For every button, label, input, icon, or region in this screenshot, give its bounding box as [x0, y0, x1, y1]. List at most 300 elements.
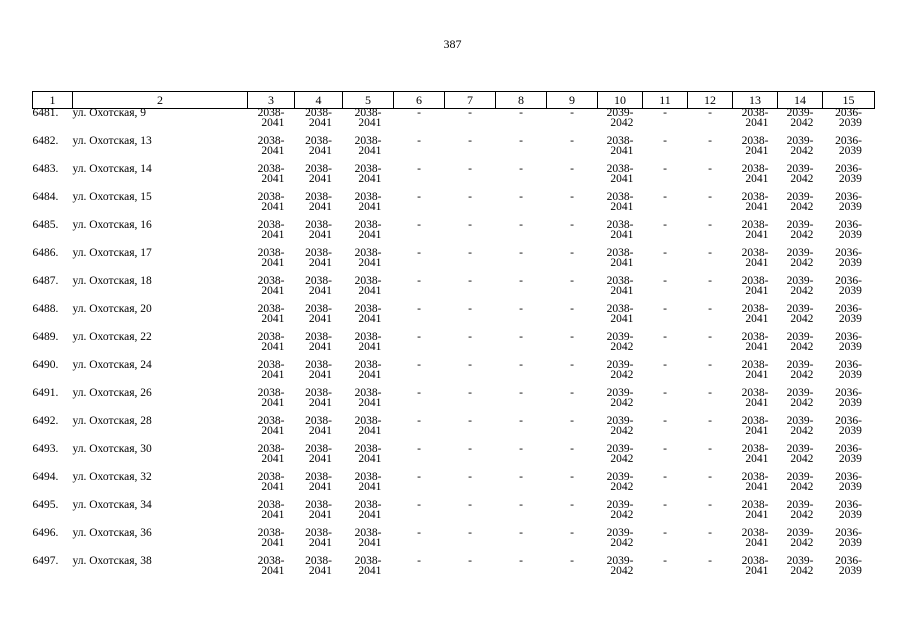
year-range-cell: [823, 221, 875, 249]
empty-cell: -: [519, 555, 523, 567]
empty-cell: -: [519, 303, 523, 315]
empty-cell: -: [708, 219, 712, 231]
table-row: [33, 333, 875, 361]
empty-cell: -: [468, 107, 472, 119]
column-header: 14: [778, 92, 823, 109]
year-range-text: 2038- 2041: [257, 443, 285, 465]
address-cell: ул. Охотская, 20: [72, 303, 152, 315]
year-range-text: 2038- 2041: [741, 471, 769, 493]
year-range-cell: [295, 445, 343, 473]
empty-cell: -: [663, 527, 667, 539]
row-number: 6489.: [32, 331, 59, 343]
row-number: 6483.: [32, 163, 59, 175]
year-range-text: 2039- 2042: [606, 555, 634, 577]
year-range-cell: [733, 473, 778, 501]
year-range-cell: [823, 557, 875, 585]
empty-cell: -: [663, 415, 667, 427]
year-range-cell: [598, 333, 643, 361]
year-range-cell: [778, 445, 823, 473]
year-range-cell: [733, 333, 778, 361]
year-range-text: 2038- 2041: [305, 527, 332, 549]
empty-cell: -: [519, 275, 523, 287]
empty-cell: -: [663, 191, 667, 203]
year-range-cell: [343, 305, 394, 333]
year-range-text: 2038- 2041: [354, 387, 382, 409]
year-range-text: 2038- 2041: [305, 275, 332, 297]
address-cell: ул. Охотская, 34: [72, 499, 152, 511]
empty-cell: -: [468, 219, 472, 231]
table-row: [33, 137, 875, 165]
empty-cell: -: [708, 359, 712, 371]
year-range-text: 2038- 2041: [741, 443, 769, 465]
year-range-cell: [778, 417, 823, 445]
year-range-cell: [598, 501, 643, 529]
year-range-text: 2038- 2041: [257, 163, 285, 185]
empty-cell: -: [570, 219, 574, 231]
column-header: 8: [496, 92, 547, 109]
empty-cell: -: [468, 135, 472, 147]
year-range-cell: [823, 389, 875, 417]
year-range-text: 2038- 2041: [741, 247, 769, 269]
empty-cell: -: [468, 359, 472, 371]
empty-cell: -: [519, 527, 523, 539]
year-range-text: 2038- 2041: [354, 275, 382, 297]
table-header-row: [33, 92, 875, 109]
year-range-text: 2038- 2041: [354, 443, 382, 465]
empty-cell: -: [663, 163, 667, 175]
year-range-text: 2039- 2042: [786, 219, 814, 241]
year-range-text: 2036- 2039: [835, 471, 862, 493]
year-range-cell: [778, 249, 823, 277]
year-range-cell: [598, 557, 643, 585]
year-range-text: 2038- 2041: [305, 331, 332, 353]
empty-cell: -: [468, 415, 472, 427]
year-range-cell: [823, 445, 875, 473]
year-range-text: 2038- 2041: [741, 303, 769, 325]
empty-cell: -: [468, 191, 472, 203]
year-range-text: 2038- 2041: [354, 471, 382, 493]
table-row: [33, 361, 875, 389]
year-range-cell: [248, 445, 295, 473]
year-range-cell: [598, 473, 643, 501]
year-range-cell: [733, 445, 778, 473]
year-range-cell: [823, 305, 875, 333]
year-range-cell: [823, 137, 875, 165]
year-range-text: 2038- 2041: [305, 555, 332, 577]
empty-cell: -: [417, 303, 421, 315]
column-header: 12: [688, 92, 733, 109]
empty-cell: -: [417, 247, 421, 259]
year-range-text: 2038- 2041: [741, 555, 769, 577]
column-header: 3: [248, 92, 295, 109]
address-cell: ул. Охотская, 24: [72, 359, 152, 371]
year-range-cell: [778, 109, 823, 138]
year-range-text: 2038- 2041: [305, 219, 332, 241]
year-range-text: 2039- 2042: [606, 527, 634, 549]
year-range-text: 2038- 2041: [257, 471, 285, 493]
empty-cell: -: [417, 219, 421, 231]
row-number: 6491.: [32, 387, 59, 399]
empty-cell: -: [708, 135, 712, 147]
empty-cell: -: [570, 191, 574, 203]
empty-cell: -: [708, 387, 712, 399]
year-range-text: 2036- 2039: [835, 331, 862, 353]
year-range-cell: [778, 361, 823, 389]
year-range-cell: [343, 193, 394, 221]
year-range-text: 2039- 2042: [786, 107, 814, 129]
year-range-text: 2036- 2039: [835, 387, 862, 409]
year-range-text: 2038- 2041: [305, 163, 332, 185]
year-range-cell: [598, 305, 643, 333]
year-range-text: 2038- 2041: [257, 219, 285, 241]
year-range-cell: [295, 389, 343, 417]
row-number: 6481.: [32, 107, 59, 119]
empty-cell: -: [417, 107, 421, 119]
empty-cell: -: [468, 275, 472, 287]
empty-cell: -: [663, 107, 667, 119]
empty-cell: -: [570, 499, 574, 511]
year-range-cell: [295, 529, 343, 557]
year-range-cell: [823, 473, 875, 501]
table-row: [33, 445, 875, 473]
year-range-text: 2038- 2041: [354, 331, 382, 353]
page-number: 387: [443, 37, 462, 51]
year-range-text: 2038- 2041: [257, 499, 285, 521]
year-range-text: 2039- 2042: [786, 191, 814, 213]
year-range-cell: [343, 529, 394, 557]
table-body: [33, 109, 875, 586]
empty-cell: -: [570, 303, 574, 315]
row-number: 6490.: [32, 359, 59, 371]
year-range-text: 2038- 2041: [257, 247, 285, 269]
empty-cell: -: [468, 499, 472, 511]
column-header: 10: [598, 92, 643, 109]
year-range-text: 2039- 2042: [786, 303, 814, 325]
year-range-text: 2038- 2041: [606, 303, 634, 325]
year-range-text: 2036- 2039: [835, 247, 862, 269]
year-range-cell: [343, 277, 394, 305]
year-range-text: 2039- 2042: [786, 247, 814, 269]
year-range-text: 2036- 2039: [835, 303, 862, 325]
empty-cell: -: [417, 387, 421, 399]
year-range-text: 2039- 2042: [606, 499, 634, 521]
row-number: 6496.: [32, 527, 59, 539]
table-row: [33, 109, 875, 138]
year-range-text: 2038- 2041: [354, 527, 382, 549]
empty-cell: -: [417, 499, 421, 511]
year-range-text: 2036- 2039: [835, 163, 862, 185]
empty-cell: -: [417, 135, 421, 147]
empty-cell: -: [570, 163, 574, 175]
year-range-text: 2036- 2039: [835, 275, 862, 297]
year-range-cell: [295, 109, 343, 138]
year-range-text: 2038- 2041: [741, 499, 769, 521]
year-range-cell: [598, 389, 643, 417]
year-range-cell: [733, 529, 778, 557]
year-range-cell: [778, 165, 823, 193]
year-range-text: 2039- 2042: [606, 415, 634, 437]
column-header: 4: [295, 92, 343, 109]
year-range-text: 2038- 2041: [354, 359, 382, 381]
empty-cell: -: [663, 443, 667, 455]
year-range-text: 2039- 2042: [786, 359, 814, 381]
address-cell: ул. Охотская, 9: [72, 107, 147, 119]
year-range-text: 2039- 2042: [606, 387, 634, 409]
year-range-cell: [733, 109, 778, 138]
address-cell: ул. Охотская, 38: [72, 555, 152, 567]
year-range-text: 2038- 2041: [354, 135, 382, 157]
year-range-cell: [733, 361, 778, 389]
empty-cell: -: [708, 107, 712, 119]
year-range-cell: [598, 137, 643, 165]
empty-cell: -: [708, 275, 712, 287]
year-range-text: 2038- 2041: [606, 275, 634, 297]
empty-cell: -: [519, 135, 523, 147]
year-range-text: 2038- 2041: [257, 275, 285, 297]
empty-cell: -: [417, 275, 421, 287]
year-range-text: 2039- 2042: [786, 499, 814, 521]
year-range-cell: [248, 305, 295, 333]
empty-cell: -: [663, 247, 667, 259]
year-range-text: 2039- 2042: [786, 471, 814, 493]
year-range-text: 2038- 2041: [354, 555, 382, 577]
address-cell: ул. Охотская, 26: [72, 387, 152, 399]
table-row: [33, 165, 875, 193]
empty-cell: -: [519, 331, 523, 343]
empty-cell: -: [417, 415, 421, 427]
year-range-text: 2039- 2042: [786, 135, 814, 157]
empty-cell: -: [708, 555, 712, 567]
year-range-cell: [248, 417, 295, 445]
year-range-text: 2038- 2041: [741, 415, 769, 437]
year-range-text: 2038- 2041: [305, 303, 332, 325]
year-range-cell: [598, 445, 643, 473]
address-cell: ул. Охотская, 18: [72, 275, 152, 287]
year-range-text: 2038- 2041: [257, 191, 285, 213]
column-header: 9: [547, 92, 598, 109]
year-range-text: 2038- 2041: [305, 443, 332, 465]
year-range-cell: [598, 361, 643, 389]
table-row: [33, 389, 875, 417]
year-range-cell: [823, 277, 875, 305]
year-range-cell: [598, 417, 643, 445]
schedule-table: [32, 91, 875, 585]
year-range-cell: [248, 165, 295, 193]
year-range-text: 2038- 2041: [354, 219, 382, 241]
year-range-text: 2038- 2041: [257, 359, 285, 381]
year-range-cell: [295, 417, 343, 445]
year-range-text: 2038- 2041: [305, 247, 332, 269]
year-range-text: 2038- 2041: [257, 135, 285, 157]
empty-cell: -: [570, 359, 574, 371]
year-range-cell: [295, 249, 343, 277]
year-range-cell: [778, 305, 823, 333]
empty-cell: -: [663, 471, 667, 483]
year-range-text: 2038- 2041: [354, 303, 382, 325]
year-range-text: 2038- 2041: [741, 107, 769, 129]
year-range-text: 2039- 2042: [606, 331, 634, 353]
year-range-text: 2038- 2041: [741, 387, 769, 409]
row-number: 6487.: [32, 275, 59, 287]
year-range-cell: [733, 165, 778, 193]
empty-cell: -: [708, 331, 712, 343]
empty-cell: -: [663, 331, 667, 343]
year-range-cell: [295, 501, 343, 529]
year-range-cell: [778, 529, 823, 557]
year-range-text: 2036- 2039: [835, 555, 862, 577]
address-cell: ул. Охотская, 15: [72, 191, 152, 203]
empty-cell: -: [708, 415, 712, 427]
year-range-cell: [598, 109, 643, 138]
year-range-text: 2038- 2041: [354, 191, 382, 213]
empty-cell: -: [708, 471, 712, 483]
year-range-text: 2038- 2041: [354, 499, 382, 521]
year-range-text: 2038- 2041: [305, 499, 332, 521]
year-range-cell: [778, 473, 823, 501]
year-range-text: 2038- 2041: [257, 331, 285, 353]
year-range-text: 2039- 2042: [606, 443, 634, 465]
year-range-cell: [248, 221, 295, 249]
empty-cell: -: [663, 303, 667, 315]
year-range-text: 2039- 2042: [606, 107, 634, 129]
year-range-text: 2038- 2041: [257, 303, 285, 325]
year-range-text: 2039- 2042: [606, 471, 634, 493]
row-number: 6492.: [32, 415, 59, 427]
empty-cell: -: [519, 359, 523, 371]
empty-cell: -: [663, 387, 667, 399]
year-range-cell: [823, 417, 875, 445]
empty-cell: -: [570, 247, 574, 259]
empty-cell: -: [708, 247, 712, 259]
year-range-text: 2039- 2042: [786, 387, 814, 409]
row-number: 6486.: [32, 247, 59, 259]
year-range-cell: [733, 221, 778, 249]
year-range-text: 2038- 2041: [305, 107, 332, 129]
year-range-text: 2039- 2042: [786, 275, 814, 297]
empty-cell: -: [570, 471, 574, 483]
empty-cell: -: [570, 527, 574, 539]
year-range-text: 2038- 2041: [257, 107, 285, 129]
address-cell: ул. Охотская, 30: [72, 443, 152, 455]
year-range-text: 2038- 2041: [741, 163, 769, 185]
year-range-cell: [733, 305, 778, 333]
empty-cell: -: [708, 443, 712, 455]
column-header: 5: [343, 92, 394, 109]
year-range-cell: [295, 165, 343, 193]
empty-cell: -: [570, 415, 574, 427]
empty-cell: -: [519, 443, 523, 455]
year-range-cell: [248, 557, 295, 585]
year-range-cell: [733, 501, 778, 529]
year-range-cell: [778, 193, 823, 221]
year-range-text: 2039- 2042: [606, 359, 634, 381]
empty-cell: -: [663, 359, 667, 371]
year-range-text: 2038- 2041: [305, 387, 332, 409]
year-range-text: 2038- 2041: [741, 191, 769, 213]
year-range-cell: [733, 249, 778, 277]
year-range-cell: [248, 109, 295, 138]
empty-cell: -: [417, 331, 421, 343]
year-range-cell: [823, 501, 875, 529]
empty-cell: -: [570, 555, 574, 567]
year-range-cell: [778, 557, 823, 585]
empty-cell: -: [663, 499, 667, 511]
column-header: 13: [733, 92, 778, 109]
empty-cell: -: [468, 303, 472, 315]
column-header: 6: [394, 92, 445, 109]
year-range-cell: [598, 529, 643, 557]
year-range-cell: [295, 277, 343, 305]
empty-cell: -: [663, 219, 667, 231]
address-cell: ул. Охотская, 36: [72, 527, 152, 539]
year-range-cell: [778, 137, 823, 165]
row-number: 6488.: [32, 303, 59, 315]
year-range-cell: [343, 417, 394, 445]
empty-cell: -: [417, 471, 421, 483]
empty-cell: -: [519, 107, 523, 119]
year-range-cell: [248, 361, 295, 389]
empty-cell: -: [417, 527, 421, 539]
year-range-cell: [295, 305, 343, 333]
year-range-text: 2038- 2041: [257, 415, 285, 437]
empty-cell: -: [708, 163, 712, 175]
year-range-text: 2038- 2041: [741, 359, 769, 381]
empty-cell: -: [468, 331, 472, 343]
address-cell: ул. Охотская, 32: [72, 471, 152, 483]
empty-cell: -: [570, 443, 574, 455]
row-number: 6494.: [32, 471, 59, 483]
table-row: [33, 277, 875, 305]
table-row: [33, 417, 875, 445]
empty-cell: -: [519, 415, 523, 427]
year-range-cell: [248, 501, 295, 529]
year-range-text: 2038- 2041: [257, 527, 285, 549]
year-range-text: 2038- 2041: [741, 135, 769, 157]
year-range-cell: [598, 193, 643, 221]
year-range-cell: [343, 361, 394, 389]
year-range-cell: [778, 501, 823, 529]
table-row: [33, 557, 875, 585]
empty-cell: -: [519, 499, 523, 511]
empty-cell: -: [570, 331, 574, 343]
year-range-cell: [598, 165, 643, 193]
year-range-text: 2038- 2041: [741, 527, 769, 549]
year-range-text: 2039- 2042: [786, 527, 814, 549]
empty-cell: -: [708, 499, 712, 511]
year-range-cell: [823, 193, 875, 221]
year-range-cell: [778, 389, 823, 417]
year-range-cell: [343, 501, 394, 529]
empty-cell: -: [417, 443, 421, 455]
column-header: 15: [823, 92, 875, 109]
year-range-cell: [733, 417, 778, 445]
column-header: 2: [73, 92, 248, 109]
year-range-cell: [295, 333, 343, 361]
table-row: [33, 249, 875, 277]
year-range-text: 2036- 2039: [835, 415, 862, 437]
year-range-text: 2036- 2039: [835, 527, 862, 549]
year-range-text: 2036- 2039: [835, 443, 862, 465]
column-header: 7: [445, 92, 496, 109]
year-range-text: 2038- 2041: [741, 219, 769, 241]
year-range-cell: [248, 529, 295, 557]
empty-cell: -: [468, 387, 472, 399]
year-range-cell: [823, 109, 875, 138]
row-number: 6485.: [32, 219, 59, 231]
year-range-cell: [733, 277, 778, 305]
empty-cell: -: [663, 555, 667, 567]
year-range-text: 2038- 2041: [354, 247, 382, 269]
